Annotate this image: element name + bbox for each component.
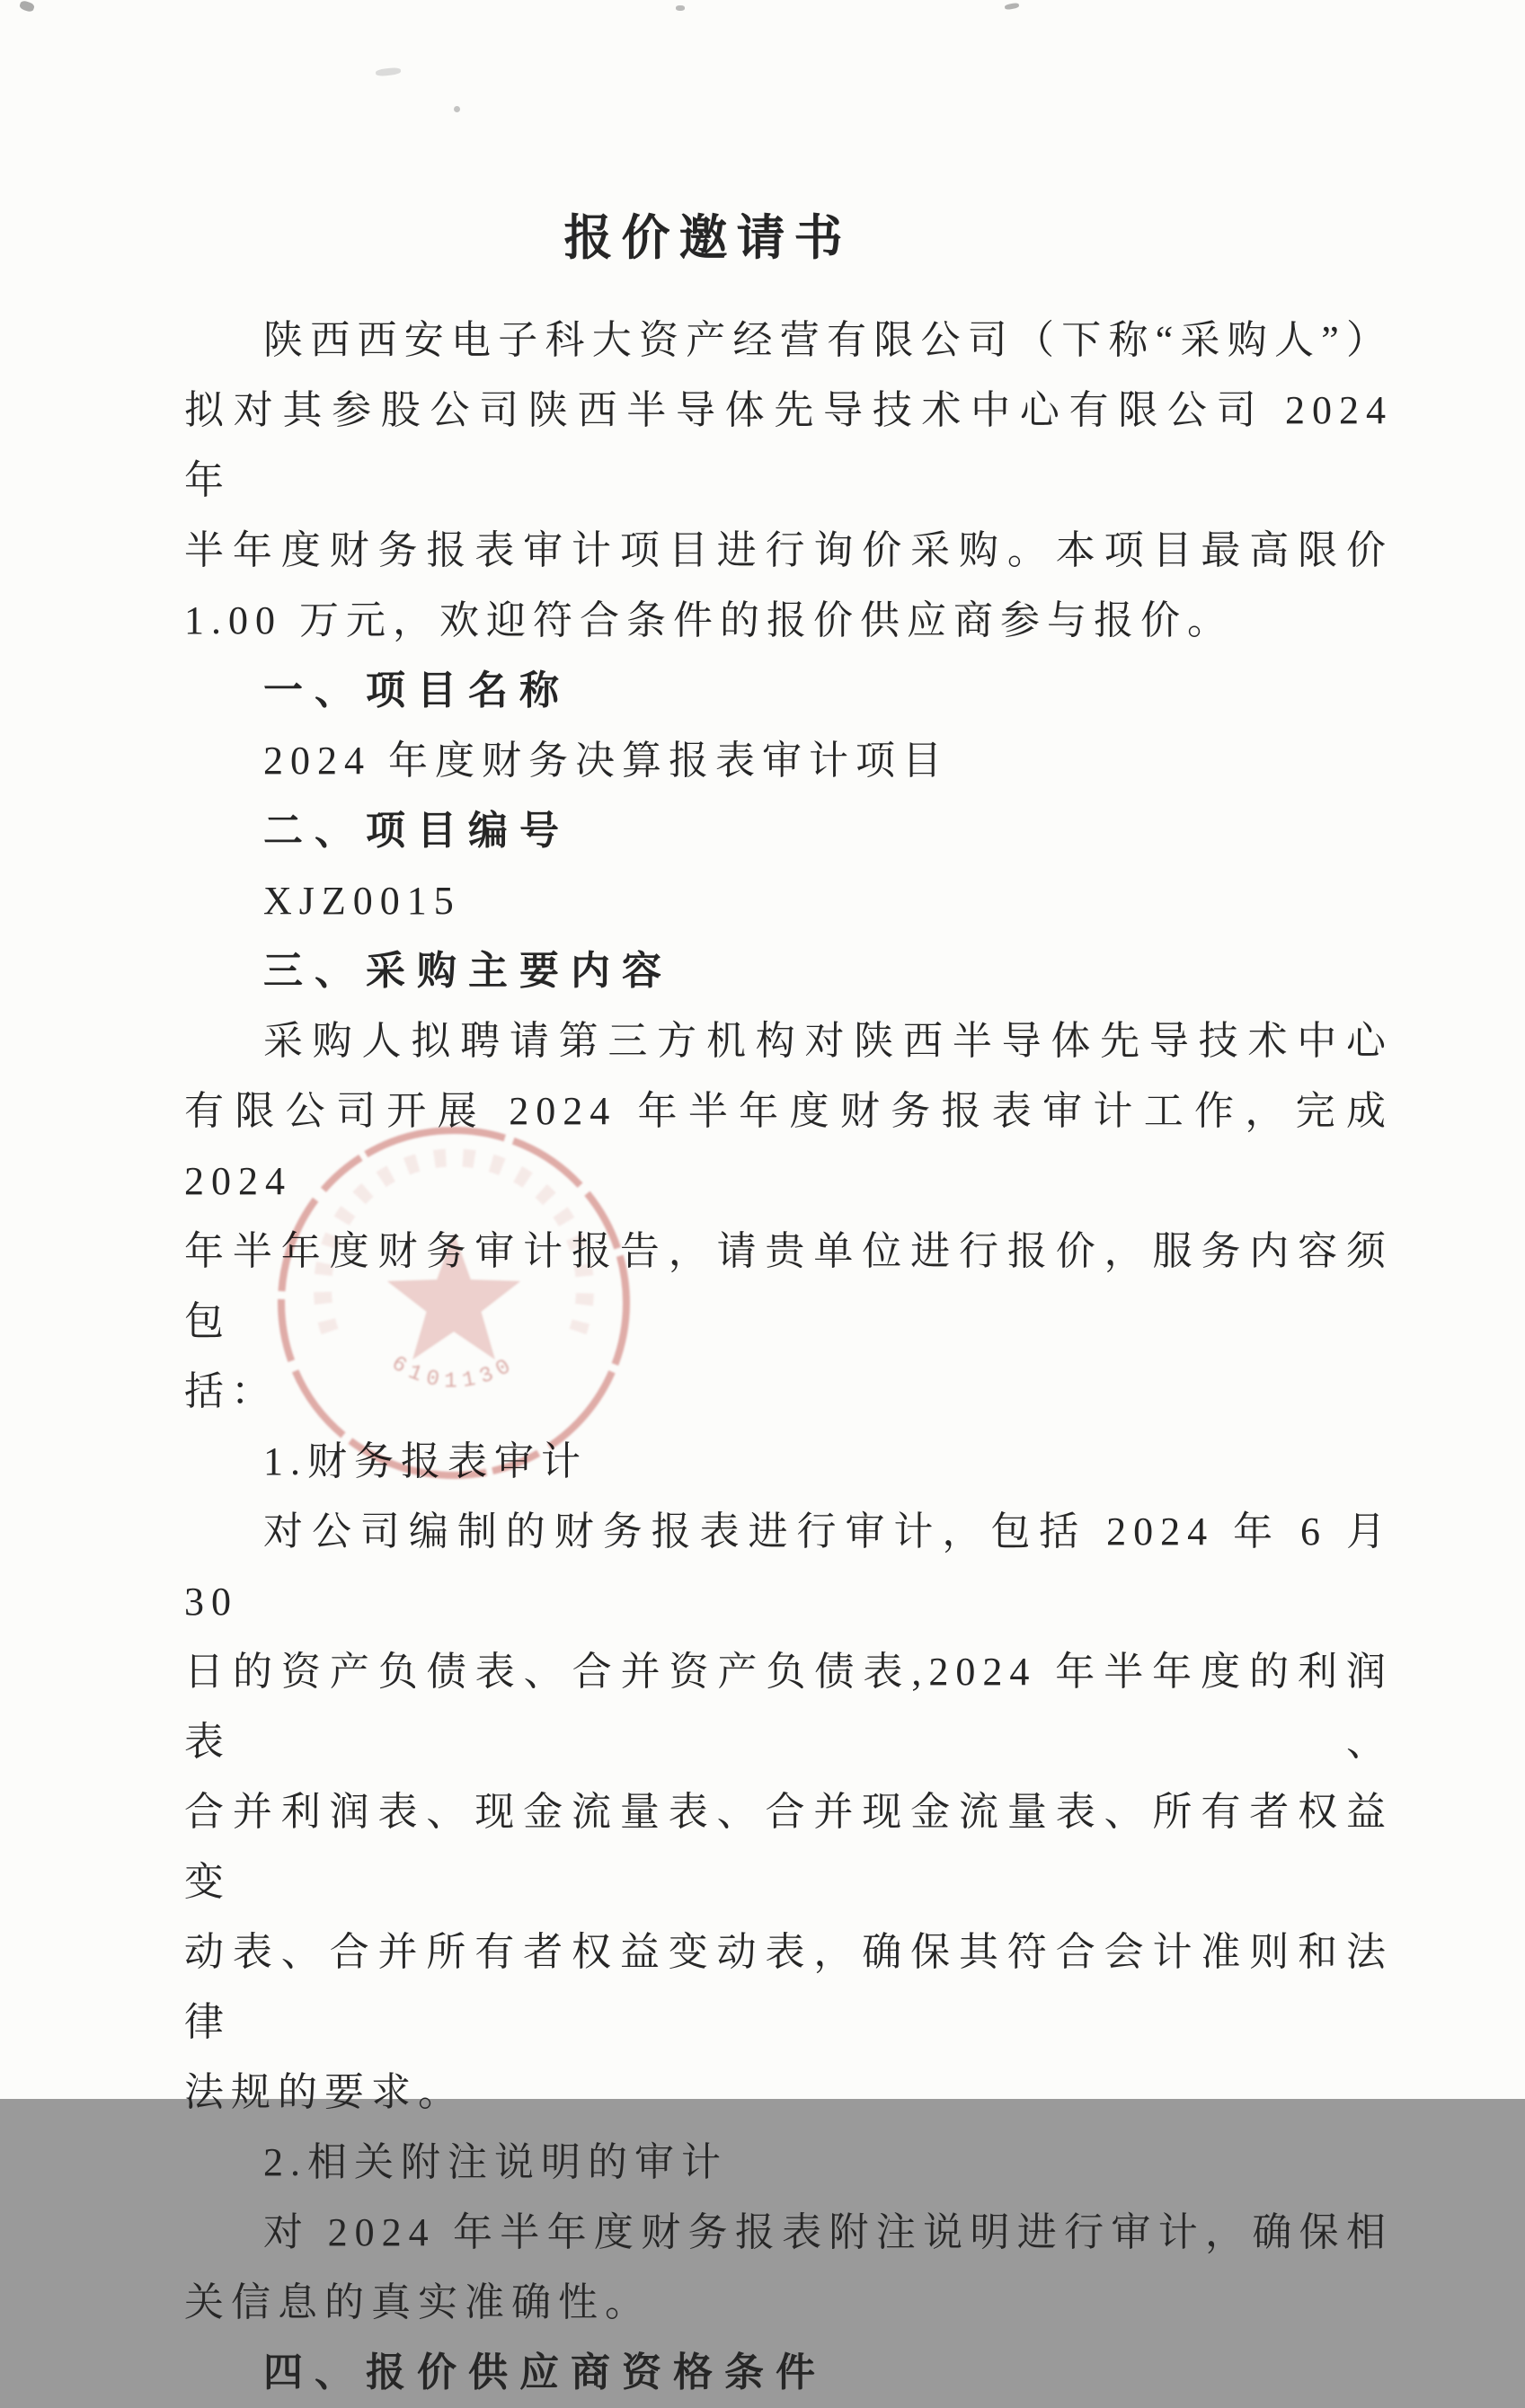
text-line: 对 2024 年半年度财务报表附注说明进行审计，确保相	[263, 2210, 1393, 2254]
text-line: 法规的要求。	[184, 2070, 465, 2114]
text-line: 1.00 万元，欢迎符合条件的报价供应商参与报价。	[184, 598, 1234, 642]
text-line: 有限公司开展 2024 年半年度财务报表审计工作，完成 2024	[184, 1089, 1393, 1203]
scan-artifact	[19, 0, 35, 13]
paragraph	[184, 1006, 1393, 1427]
scan-artifact	[454, 106, 460, 112]
paragraph	[184, 1497, 1393, 2128]
text-line: 1.财务报表审计	[263, 1439, 588, 1483]
text-line: XJZ0015	[263, 879, 461, 923]
scan-artifact	[376, 67, 402, 77]
text-line: 三、采购主要内容	[263, 949, 673, 993]
text-line: 2024 年度财务决算报表审计项目	[263, 739, 949, 783]
paragraph	[184, 2128, 1393, 2198]
section-heading	[184, 2338, 1393, 2408]
text-line: 陕西西安电子科大资产经营有限公司（下称“采购人”）	[263, 318, 1393, 362]
text-line: 合并利润表、现金流量表、合并现金流量表、所有者权益变	[184, 1790, 1393, 1904]
text-line: 括：	[184, 1369, 278, 1413]
section-heading	[184, 796, 1393, 866]
section-heading	[184, 936, 1393, 1006]
text-line: 日的资产负债表、合并资产负债表,2024 年半年度的利润表、	[184, 1650, 1393, 1764]
paragraph	[184, 726, 1393, 796]
seal-code: 6101130	[386, 1351, 521, 1394]
text-line: 二、项目编号	[263, 809, 571, 853]
text-line: 拟对其参股公司陕西半导体先导技术中心有限公司 2024 年	[184, 388, 1393, 502]
text-line: 2.相关附注说明的审计	[263, 2140, 728, 2184]
document-title: 报价邀请书	[563, 211, 852, 265]
text-line: 关信息的真实准确性。	[184, 2280, 652, 2324]
paragraph	[184, 1427, 1393, 1497]
document-content	[184, 153, 1393, 2408]
paragraph	[184, 866, 1393, 936]
text-line: 半年度财务报表审计项目进行询价采购。本项目最高限价	[184, 528, 1393, 572]
text-line: 年半年度财务审计报告，请贵单位进行报价，服务内容须包	[184, 1229, 1393, 1343]
text-line: 对公司编制的财务报表进行审计，包括 2024 年 6 月 30	[184, 1509, 1393, 1624]
paragraph	[184, 305, 1393, 656]
document-blocks	[184, 305, 1393, 2408]
scan-artifact	[676, 5, 685, 11]
text-line: 一、项目名称	[263, 668, 571, 713]
text-line: 采购人拟聘请第三方机构对陕西半导体先导技术中心	[263, 1019, 1393, 1063]
paragraph	[184, 2198, 1393, 2338]
text-line: 四、报价供应商资格条件	[263, 2350, 827, 2395]
section-heading	[184, 656, 1393, 726]
text-line: 动表、合并所有者权益变动表，确保其符合会计准则和法律	[184, 1930, 1393, 2044]
scan-artifact	[1005, 3, 1020, 11]
